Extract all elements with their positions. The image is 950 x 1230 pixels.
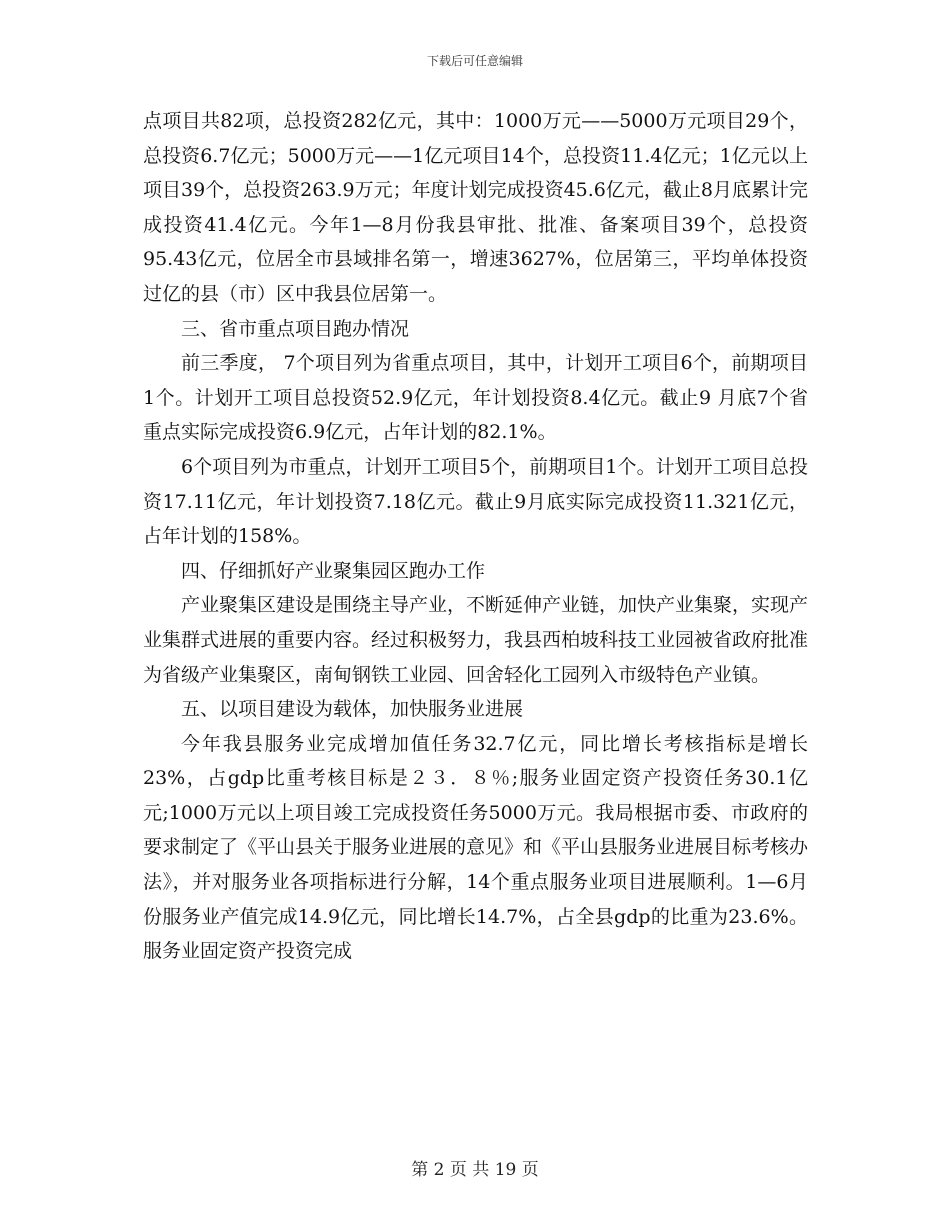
- section-heading-3: 三、省市重点项目跑办情况: [181, 317, 410, 340]
- paragraph-service-industry: 今年我县服务业完成增加值任务32.7亿元，同比增长考核指标是增长23%，占gdp比重考核目标是２３．８％;服务业固定资产投资任务30.1亿元;1000万元以上项目竣工完成投资任务5000万元。我局根据市委、市政府的要求制定了《平山县关于服务业进展的意见》和《平山县服务业进展目标考核办法》，并对服务业各项指标进行分解，14个重点服务业项目进展顺利。1—6月份服务业产值完成14.9亿元，同比增长14.7%，占全县gdp的比重为23.6%。服务业固定资产投资完成: [143, 732, 809, 963]
- paragraph-provincial-projects: 前三季度， 7个项目列为省重点项目，其中，计划开工项目6个，前期项目1个。计划开工项目总投资52.9亿元，年计划投资8.4亿元。截止9 月底7个省重点实际完成投资6.9亿元，占年计划的82.1%。: [143, 352, 808, 444]
- section-heading-5: 五、以项目建设为载体，加快服务业进展: [181, 698, 524, 721]
- paragraph-city-projects: 6个项目列为市重点，计划开工项目5个，前期项目1个。计划开工项目总投资17.11亿元，年计划投资7.18亿元。截止9月底实际完成投资11.321亿元，占年计划的158%。: [143, 455, 808, 548]
- paragraph-industrial-zones: 产业聚集区建设是围绕主导产业，不断延伸产业链，加快产业集聚，实现产业集群式进展的重要内容。经过积极努力，我县西柏坡科技工业园被省政府批准为省级产业集聚区，南甸钢铁工业园、回舍轻化工园列入市级特色产业镇。: [143, 594, 809, 686]
- section-heading-4: 四、仔细抓好产业聚集园区跑办工作: [181, 559, 486, 582]
- paragraph-project-summary: 点项目共82项，总投资282亿元，其中：1000万元——5000万元项目29个，总投资6.7亿元；5000万元——1亿元项目14个，总投资11.4亿元；1亿元以上项目39个，总投资263.9万元；年度计划完成投资45.6亿元，截止8月底累计完成投资41.4亿元。今年1—8月份我县审批、批准、备案项目39个，总投资95.43亿元，位居全市县域排名第一，增速3627%，位居第三，平均单体投资过亿的县（市）区中我县位居第一。: [143, 110, 808, 305]
- page-header: 下载后可任意编辑: [426, 54, 523, 68]
- page-footer: 第 2 页 共 19 页: [411, 1160, 539, 1180]
- body-text: [143, 104, 808, 969]
